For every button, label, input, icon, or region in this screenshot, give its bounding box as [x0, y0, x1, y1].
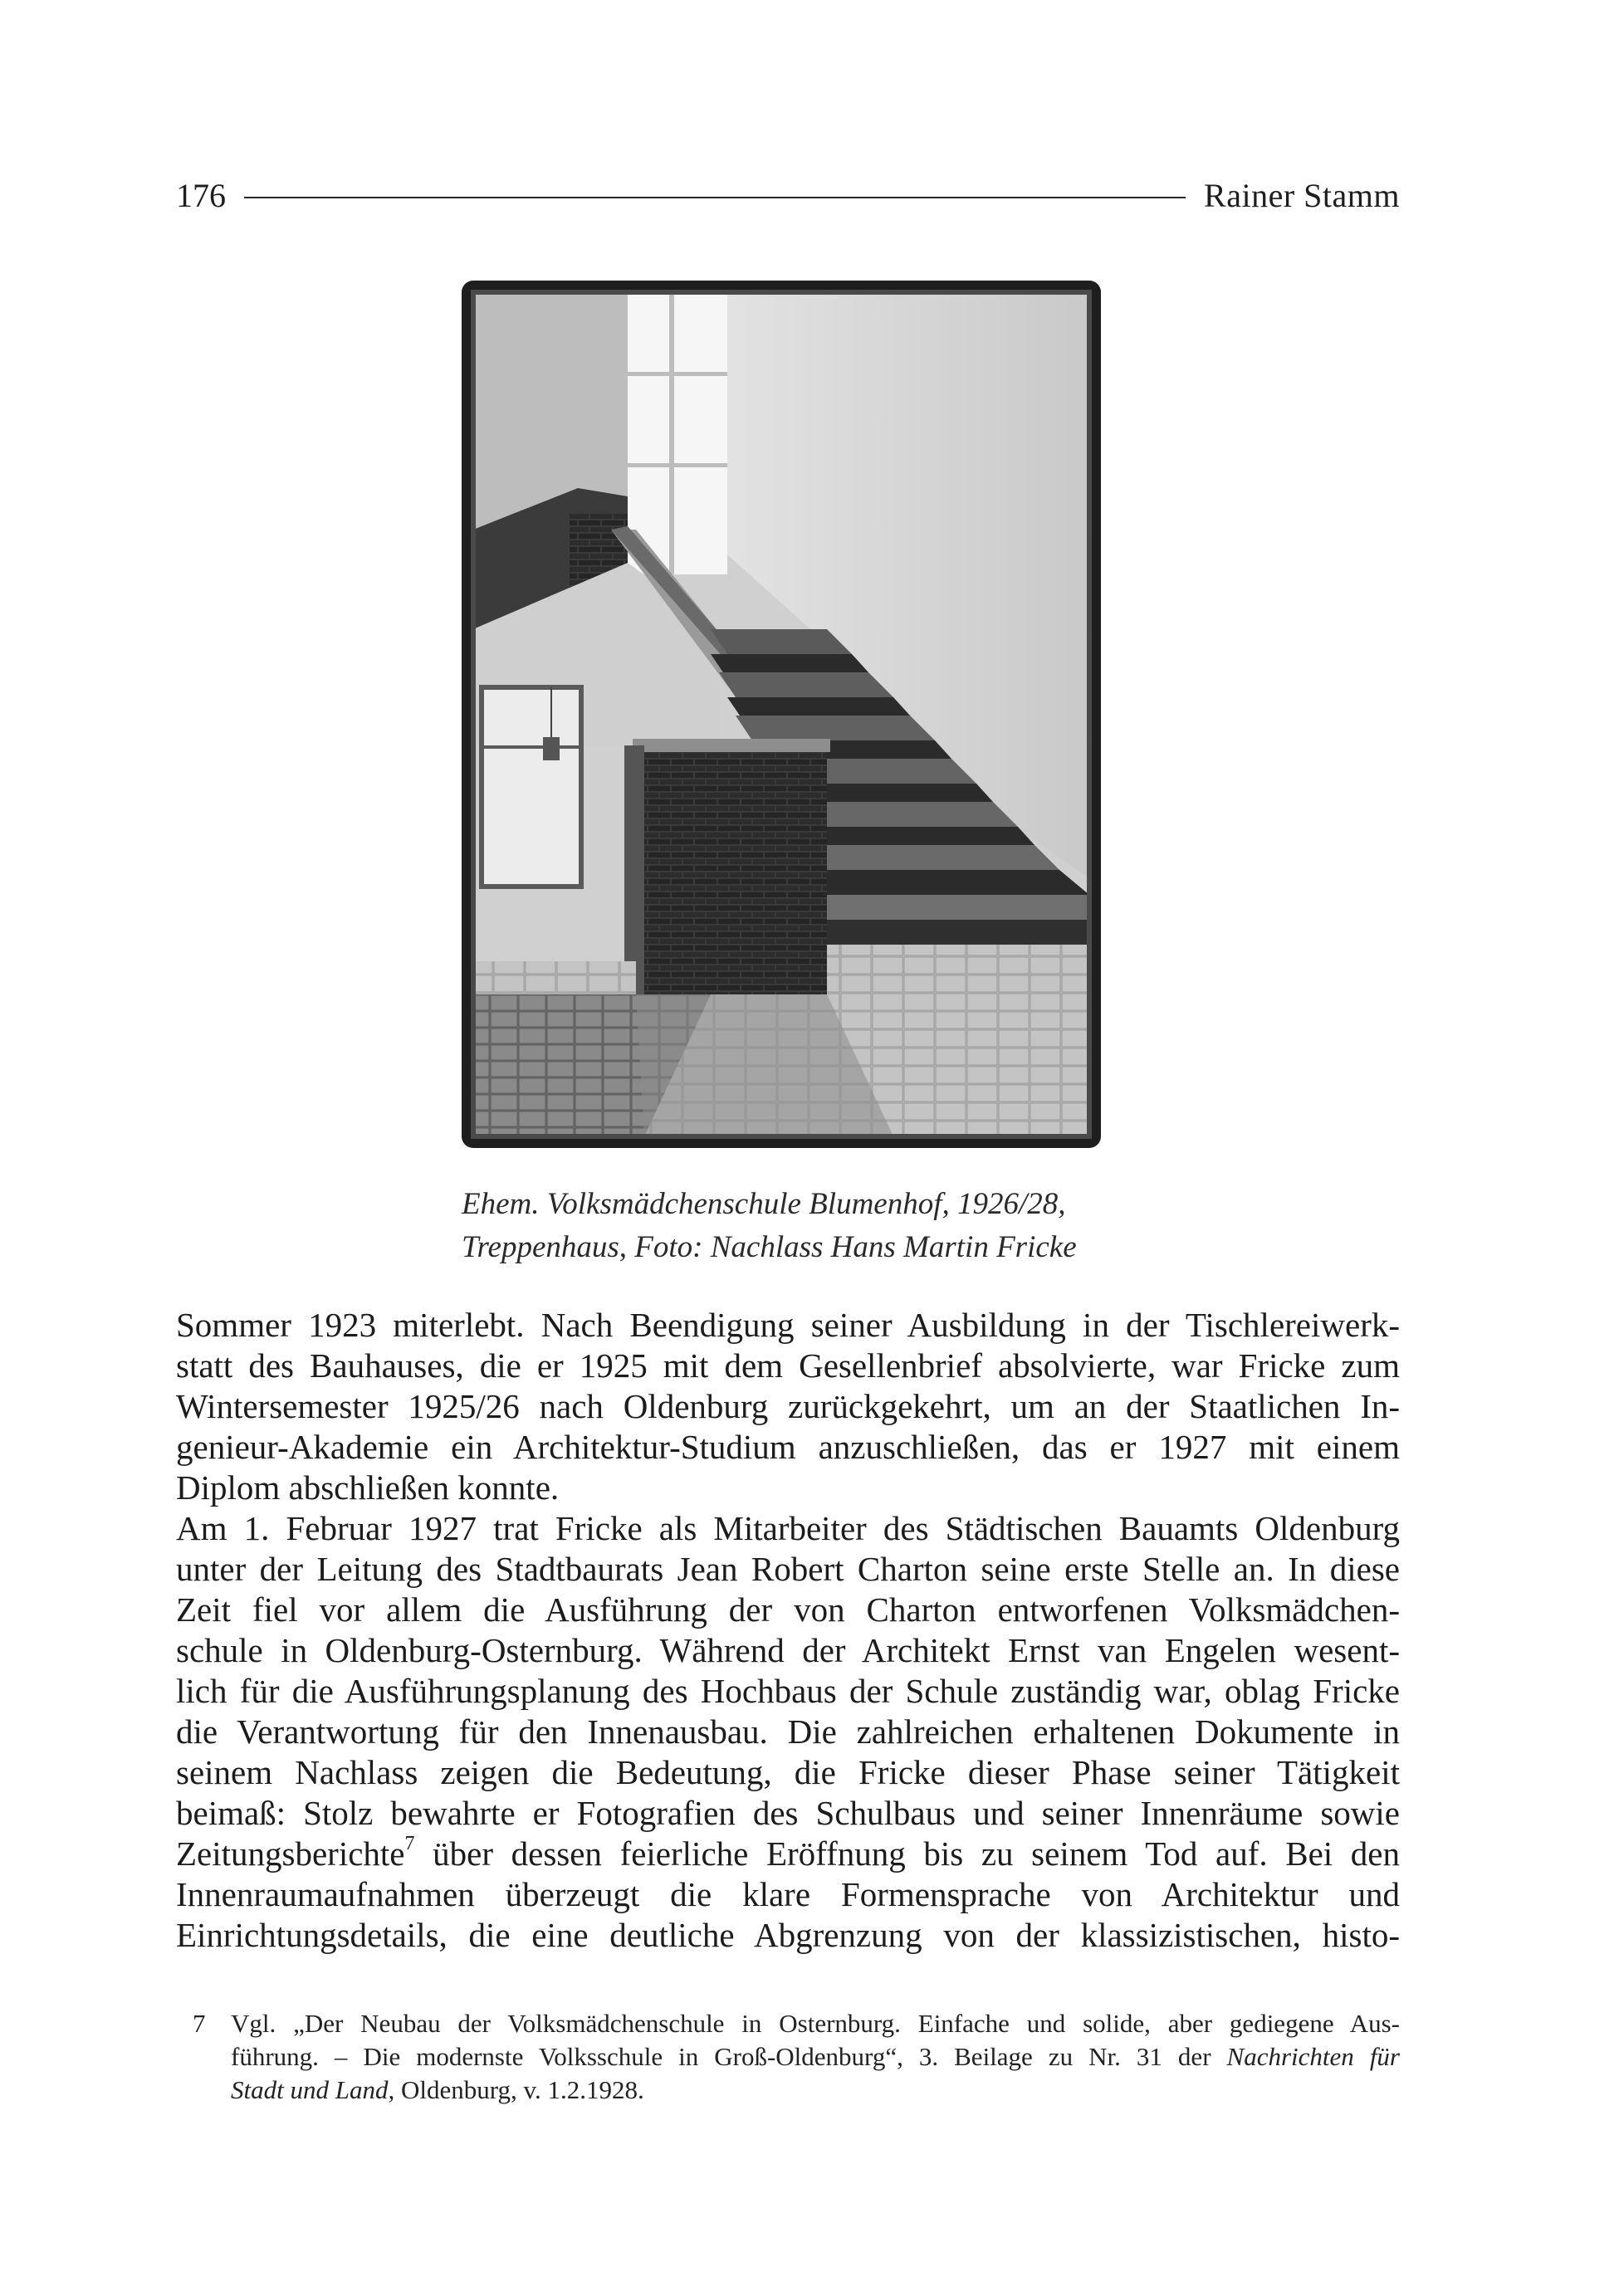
text-line: Zeit fiel vor allem die Ausführung der von Charton entworfenen Volksmädchen- — [176, 1590, 1400, 1629]
text-line — [176, 1834, 1400, 1874]
text-line: Am 1. Februar 1927 trat Fricke als Mitarbeiter des Städtischen Bauamts Oldenburg — [176, 1509, 1400, 1547]
running-header — [176, 171, 1400, 221]
italic-segment: Stadt und Land, — [231, 2075, 395, 2104]
text-segment: führung. – Die modernste Volksschule in Groß-Oldenburg“, 3. Beilage zu Nr. 31 der — [231, 2042, 1227, 2071]
footnote-line: Vgl. „Der Neubau der Volksmädchenschule in Osternburg. Einfache und solide, aber gediegene Aus- — [231, 2009, 1400, 2038]
text-segment: Zeitungsberichte — [176, 1834, 405, 1873]
text-line: Einrichtungsdetails, die eine deutliche Abgrenzung von der klassizistischen, histo- — [176, 1916, 1400, 1954]
text-line: lich für die Ausführungsplanung des Hochbaus der Schule zuständig war, oblag Fricke — [176, 1672, 1400, 1710]
header-rule — [244, 197, 1186, 198]
footnote-line — [231, 2040, 1400, 2074]
footnote-line — [231, 2074, 1400, 2107]
running-header-author: Rainer Stamm — [1204, 177, 1400, 214]
text-segment: über dessen feierliche Eröffnung bis zu seinem Tod auf. Bei den — [414, 1834, 1400, 1873]
figure-caption — [462, 1183, 1209, 1269]
text-line: Innenraumaufnahmen überzeugt die klare Formensprache von Architektur und — [176, 1875, 1400, 1913]
text-line: genieur-Akademie ein Architektur-Studium anzuschließen, das er 1927 mit einem — [176, 1428, 1400, 1466]
stairwell-photograph — [462, 281, 1101, 1148]
caption-line: Treppenhaus, Foto: Nachlass Hans Martin Fricke — [462, 1230, 1077, 1264]
italic-segment: Nachrichten für — [1226, 2042, 1400, 2071]
text-segment: Oldenburg, v. 1.2.1928. — [394, 2075, 644, 2104]
footnote-body — [231, 2007, 1400, 2107]
text-line: schule in Oldenburg-Osternburg. Während der Architekt Ernst van Engelen wesent- — [176, 1631, 1400, 1669]
text-line: statt des Bauhauses, die er 1925 mit dem Gesellenbrief absolvierte, war Fricke zum — [176, 1346, 1400, 1385]
page-number: 176 — [176, 177, 226, 214]
text-line: Sommer 1923 miterlebt. Nach Beendigung seiner Ausbildung in der Tischlereiwerk- — [176, 1306, 1400, 1344]
caption-line: Ehem. Volksmädchenschule Blumenhof, 1926/28, — [462, 1187, 1066, 1221]
footnote-reference: 7 — [404, 1833, 415, 1855]
footnote — [176, 2007, 1400, 2107]
body-text — [176, 1305, 1400, 1956]
text-line: seinem Nachlass zeigen die Bedeutung, die Fricke dieser Phase seiner Tätigkeit — [176, 1753, 1400, 1791]
text-line: unter der Leitung des Stadtbaurats Jean Robert Charton seine erste Stelle an. In diese — [176, 1550, 1400, 1588]
footnote-number: 7 — [193, 2009, 206, 2038]
text-line: beimaß: Stolz bewahrte er Fotografien des Schulbaus und seiner Innenräume sowie — [176, 1794, 1400, 1832]
text-line: Wintersemester 1925/26 nach Oldenburg zurückgekehrt, um an der Staatlichen In- — [176, 1387, 1400, 1425]
text-line: die Verantwortung für den Innenausbau. Die zahlreichen erhaltenen Dokumente in — [176, 1712, 1400, 1751]
text-line: Diplom abschließen konnte. — [176, 1468, 560, 1507]
